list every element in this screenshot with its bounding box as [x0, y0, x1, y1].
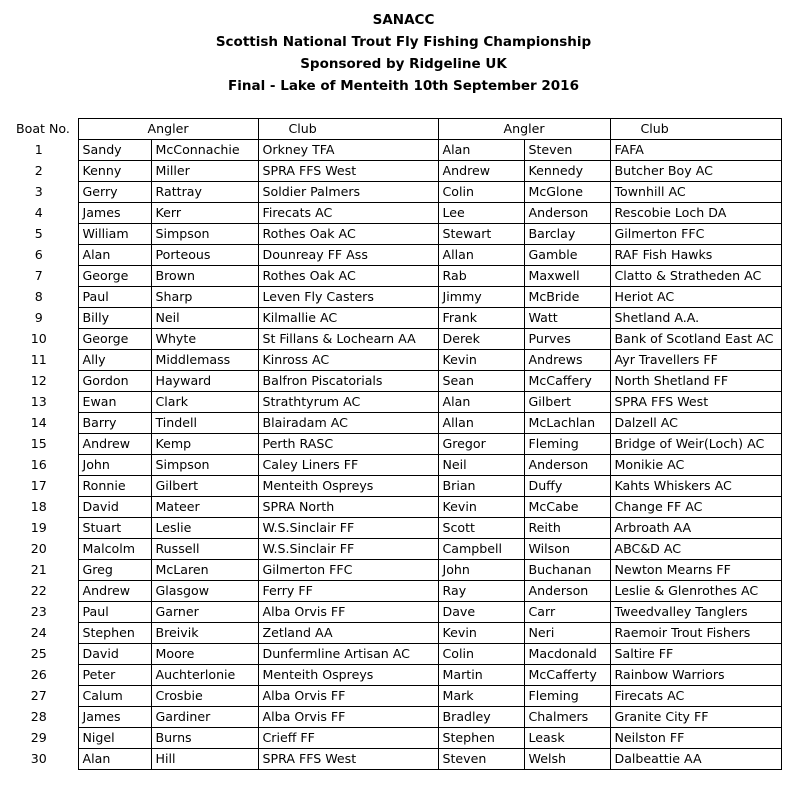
boat-number: 27: [30, 688, 47, 703]
angler-2-last-name: McGlone: [524, 182, 610, 203]
angler-1-club: Rothes Oak AC: [258, 266, 438, 287]
table-row: [0, 455, 781, 476]
boat-number: 2: [34, 163, 43, 178]
table-row: [0, 350, 781, 371]
angler-1-club: Menteith Ospreys: [258, 476, 438, 497]
table-row: [0, 266, 781, 287]
angler-2-club: Bank of Scotland East AC: [610, 329, 781, 350]
angler-1-last-name: Sharp: [151, 287, 258, 308]
angler-2-last-name: Fleming: [524, 434, 610, 455]
table-row: [0, 728, 781, 749]
angler-1-last-name: Brown: [151, 266, 258, 287]
angler-2-club: Bridge of Weir(Loch) AC: [610, 434, 781, 455]
angler-2-first-name: Scott: [438, 518, 524, 539]
table-row: [0, 623, 781, 644]
boat-number: 24: [30, 625, 47, 640]
angler-1-first-name: James: [78, 203, 151, 224]
angler-1-first-name: William: [78, 224, 151, 245]
angler-2-last-name: Gamble: [524, 245, 610, 266]
header-sponsor: Sponsored by Ridgeline UK: [300, 56, 507, 72]
table-row: [0, 476, 781, 497]
angler-1-last-name: Miller: [151, 161, 258, 182]
angler-2-first-name: Brian: [438, 476, 524, 497]
table-row: [0, 392, 781, 413]
angler-1-club: Leven Fly Casters: [258, 287, 438, 308]
angler-2-last-name: McCafferty: [524, 665, 610, 686]
angler-2-last-name: Anderson: [524, 455, 610, 476]
angler-1-last-name: Crosbie: [151, 686, 258, 707]
boat-number: 21: [30, 562, 47, 577]
boat-number: 5: [34, 226, 43, 241]
angler-2-first-name: Kevin: [438, 497, 524, 518]
angler-2-last-name: Duffy: [524, 476, 610, 497]
boat-number: 28: [30, 709, 47, 724]
angler-2-last-name: Watt: [524, 308, 610, 329]
angler-2-club: Saltire FF: [610, 644, 781, 665]
angler-1-first-name: Alan: [78, 749, 151, 770]
table-row: [0, 644, 781, 665]
boat-number: 13: [30, 394, 47, 409]
angler-2-club: Tweedvalley Tanglers: [610, 602, 781, 623]
angler-1-last-name: Kemp: [151, 434, 258, 455]
angler-1-club: Alba Orvis FF: [258, 686, 438, 707]
angler-1-club: Dounreay FF Ass: [258, 245, 438, 266]
angler-2-first-name: Mark: [438, 686, 524, 707]
angler-2-last-name: Carr: [524, 602, 610, 623]
angler-1-last-name: Simpson: [151, 224, 258, 245]
angler-1-first-name: Barry: [78, 413, 151, 434]
table-row: [0, 308, 781, 329]
document-header: [0, 9, 807, 97]
angler-1-club: Strathtyrum AC: [258, 392, 438, 413]
angler-2-first-name: Colin: [438, 644, 524, 665]
angler-1-club: Menteith Ospreys: [258, 665, 438, 686]
table-row: [0, 539, 781, 560]
angler-1-last-name: Gilbert: [151, 476, 258, 497]
boat-number: 16: [30, 457, 47, 472]
angler-2-first-name: John: [438, 560, 524, 581]
boat-number: 14: [30, 415, 47, 430]
angler-2-club: Arbroath AA: [610, 518, 781, 539]
angler-1-first-name: Alan: [78, 245, 151, 266]
angler-1-first-name: Greg: [78, 560, 151, 581]
angler-1-club: Orkney TFA: [258, 140, 438, 161]
angler-1-first-name: James: [78, 707, 151, 728]
table-row: [0, 371, 781, 392]
angler-2-club: Dalbeattie AA: [610, 749, 781, 770]
boat-number: 18: [30, 499, 47, 514]
angler-2-first-name: Alan: [438, 392, 524, 413]
header-boat-no: Boat No.: [16, 121, 70, 136]
angler-2-first-name: Andrew: [438, 161, 524, 182]
boat-number: 12: [30, 373, 47, 388]
angler-1-first-name: Gordon: [78, 371, 151, 392]
boat-number: 20: [30, 541, 47, 556]
table-row: [0, 287, 781, 308]
angler-1-last-name: Rattray: [151, 182, 258, 203]
angler-1-last-name: McConnachie: [151, 140, 258, 161]
angler-2-first-name: Frank: [438, 308, 524, 329]
angler-1-first-name: John: [78, 455, 151, 476]
angler-1-club: Balfron Piscatorials: [258, 371, 438, 392]
angler-2-first-name: Sean: [438, 371, 524, 392]
angler-2-first-name: Stephen: [438, 728, 524, 749]
table-row: [0, 560, 781, 581]
angler-2-last-name: Macdonald: [524, 644, 610, 665]
angler-2-first-name: Stewart: [438, 224, 524, 245]
angler-1-last-name: Hill: [151, 749, 258, 770]
table-row: [0, 224, 781, 245]
angler-1-last-name: Neil: [151, 308, 258, 329]
angler-2-first-name: Colin: [438, 182, 524, 203]
angler-1-club: SPRA North: [258, 497, 438, 518]
angler-1-club: Ferry FF: [258, 581, 438, 602]
table-row: [0, 413, 781, 434]
boat-number: 4: [34, 205, 43, 220]
angler-1-club: SPRA FFS West: [258, 749, 438, 770]
angler-1-last-name: Leslie: [151, 518, 258, 539]
angler-2-club: Monikie AC: [610, 455, 781, 476]
header-organisation: SANACC: [372, 12, 435, 28]
angler-1-last-name: Clark: [151, 392, 258, 413]
boat-number: 1: [34, 142, 43, 157]
angler-2-club: Newton Mearns FF: [610, 560, 781, 581]
angler-1-first-name: Sandy: [78, 140, 151, 161]
angler-2-club: ABC&D AC: [610, 539, 781, 560]
table-row: [0, 161, 781, 182]
angler-2-first-name: Jimmy: [438, 287, 524, 308]
angler-2-first-name: Campbell: [438, 539, 524, 560]
table-row: [0, 434, 781, 455]
angler-2-first-name: Kevin: [438, 623, 524, 644]
boat-number: 8: [34, 289, 43, 304]
angler-1-first-name: Andrew: [78, 581, 151, 602]
angler-1-first-name: Kenny: [78, 161, 151, 182]
angler-1-club: St Fillans & Lochearn AA: [258, 329, 438, 350]
angler-1-last-name: Porteous: [151, 245, 258, 266]
angler-1-club: Blairadam AC: [258, 413, 438, 434]
angler-1-first-name: Ally: [78, 350, 151, 371]
angler-2-first-name: Lee: [438, 203, 524, 224]
angler-1-club: W.S.Sinclair FF: [258, 539, 438, 560]
table-row: [0, 749, 781, 770]
angler-1-club: SPRA FFS West: [258, 161, 438, 182]
angler-2-last-name: Gilbert: [524, 392, 610, 413]
angler-1-first-name: Ewan: [78, 392, 151, 413]
header-championship: Scottish National Trout Fly Fishing Championship: [215, 34, 592, 50]
angler-2-club: Neilston FF: [610, 728, 781, 749]
angler-2-last-name: Reith: [524, 518, 610, 539]
angler-2-club: Ayr Travellers FF: [610, 350, 781, 371]
boat-number: 17: [30, 478, 47, 493]
header-angler-1: Angler: [78, 119, 258, 140]
angler-2-club: Townhill AC: [610, 182, 781, 203]
angler-1-last-name: Gardiner: [151, 707, 258, 728]
angler-1-last-name: Burns: [151, 728, 258, 749]
angler-2-first-name: Derek: [438, 329, 524, 350]
angler-2-first-name: Alan: [438, 140, 524, 161]
angler-2-last-name: Purves: [524, 329, 610, 350]
table-row: [0, 140, 781, 161]
table-row: [0, 329, 781, 350]
angler-1-first-name: Nigel: [78, 728, 151, 749]
angler-1-last-name: Auchterlonie: [151, 665, 258, 686]
angler-2-club: Raemoir Trout Fishers: [610, 623, 781, 644]
table-row: [0, 245, 781, 266]
angler-2-first-name: Rab: [438, 266, 524, 287]
table-row: [0, 581, 781, 602]
header-club-2: Club: [610, 119, 781, 140]
table-row: [0, 203, 781, 224]
header-angler-2: Angler: [438, 119, 610, 140]
angler-2-last-name: McBride: [524, 287, 610, 308]
boat-number: 10: [30, 331, 47, 346]
angler-1-club: Perth RASC: [258, 434, 438, 455]
boat-number: 15: [30, 436, 47, 451]
angler-1-last-name: Whyte: [151, 329, 258, 350]
boat-number: 11: [30, 352, 47, 367]
angler-1-first-name: David: [78, 497, 151, 518]
angler-1-last-name: Moore: [151, 644, 258, 665]
angler-1-club: Soldier Palmers: [258, 182, 438, 203]
angler-1-club: W.S.Sinclair FF: [258, 518, 438, 539]
angler-1-first-name: Malcolm: [78, 539, 151, 560]
boat-number: 19: [30, 520, 47, 535]
table-header-row: [0, 119, 781, 140]
angler-1-club: Dunfermline Artisan AC: [258, 644, 438, 665]
angler-1-club: Firecats AC: [258, 203, 438, 224]
angler-2-last-name: Welsh: [524, 749, 610, 770]
angler-1-club: Caley Liners FF: [258, 455, 438, 476]
boat-number: 3: [34, 184, 43, 199]
angler-2-last-name: McLachlan: [524, 413, 610, 434]
angler-2-last-name: Anderson: [524, 581, 610, 602]
angler-2-club: Rainbow Warriors: [610, 665, 781, 686]
boat-number: 29: [30, 730, 47, 745]
angler-1-last-name: Kerr: [151, 203, 258, 224]
boat-number: 22: [30, 583, 47, 598]
angler-2-last-name: Barclay: [524, 224, 610, 245]
angler-2-first-name: Kevin: [438, 350, 524, 371]
angler-1-first-name: George: [78, 266, 151, 287]
header-event: Final - Lake of Menteith 10th September 2016: [228, 78, 579, 94]
angler-2-last-name: Wilson: [524, 539, 610, 560]
angler-1-first-name: Paul: [78, 287, 151, 308]
angler-1-last-name: Russell: [151, 539, 258, 560]
angler-2-first-name: Bradley: [438, 707, 524, 728]
angler-1-first-name: David: [78, 644, 151, 665]
angler-1-club: Alba Orvis FF: [258, 602, 438, 623]
angler-2-last-name: Maxwell: [524, 266, 610, 287]
angler-2-club: Change FF AC: [610, 497, 781, 518]
table-row: [0, 686, 781, 707]
angler-1-club: Crieff FF: [258, 728, 438, 749]
angler-1-first-name: Ronnie: [78, 476, 151, 497]
angler-2-club: Gilmerton FFC: [610, 224, 781, 245]
angler-1-last-name: Mateer: [151, 497, 258, 518]
angler-2-first-name: Steven: [438, 749, 524, 770]
angler-2-club: SPRA FFS West: [610, 392, 781, 413]
angler-1-first-name: Calum: [78, 686, 151, 707]
angler-2-club: Butcher Boy AC: [610, 161, 781, 182]
angler-2-club: Dalzell AC: [610, 413, 781, 434]
angler-1-club: Kilmallie AC: [258, 308, 438, 329]
angler-1-first-name: George: [78, 329, 151, 350]
angler-2-club: RAF Fish Hawks: [610, 245, 781, 266]
angler-2-club: Leslie & Glenrothes AC: [610, 581, 781, 602]
angler-1-club: Rothes Oak AC: [258, 224, 438, 245]
boat-number: 23: [30, 604, 47, 619]
table-row: [0, 182, 781, 203]
angler-2-first-name: Ray: [438, 581, 524, 602]
boat-number: 30: [30, 751, 47, 766]
angler-2-last-name: Fleming: [524, 686, 610, 707]
angler-2-first-name: Neil: [438, 455, 524, 476]
angler-2-club: Firecats AC: [610, 686, 781, 707]
angler-1-last-name: Breivik: [151, 623, 258, 644]
angler-1-first-name: Andrew: [78, 434, 151, 455]
boat-number: 7: [34, 268, 43, 283]
angler-2-club: Clatto & Stratheden AC: [610, 266, 781, 287]
angler-2-club: Rescobie Loch DA: [610, 203, 781, 224]
table-row: [0, 707, 781, 728]
angler-2-last-name: McCabe: [524, 497, 610, 518]
angler-2-club: North Shetland FF: [610, 371, 781, 392]
angler-2-last-name: Buchanan: [524, 560, 610, 581]
angler-2-last-name: Steven: [524, 140, 610, 161]
boat-number: 26: [30, 667, 47, 682]
angler-1-last-name: Garner: [151, 602, 258, 623]
angler-1-last-name: Hayward: [151, 371, 258, 392]
angler-2-club: Kahts Whiskers AC: [610, 476, 781, 497]
angler-1-last-name: McLaren: [151, 560, 258, 581]
angler-2-last-name: Chalmers: [524, 707, 610, 728]
table-row: [0, 602, 781, 623]
angler-2-club: FAFA: [610, 140, 781, 161]
angler-2-first-name: Gregor: [438, 434, 524, 455]
angler-1-first-name: Paul: [78, 602, 151, 623]
angler-2-first-name: Allan: [438, 245, 524, 266]
angler-2-last-name: Anderson: [524, 203, 610, 224]
angler-1-first-name: Billy: [78, 308, 151, 329]
angler-2-last-name: Leask: [524, 728, 610, 749]
table-row: [0, 518, 781, 539]
table-row: [0, 497, 781, 518]
angler-2-first-name: Dave: [438, 602, 524, 623]
angler-1-last-name: Tindell: [151, 413, 258, 434]
table-row: [0, 665, 781, 686]
boat-draw-table: [0, 118, 782, 770]
angler-2-last-name: Andrews: [524, 350, 610, 371]
angler-1-first-name: Gerry: [78, 182, 151, 203]
angler-1-first-name: Peter: [78, 665, 151, 686]
angler-1-club: Alba Orvis FF: [258, 707, 438, 728]
boat-number: 9: [34, 310, 43, 325]
angler-1-club: Kinross AC: [258, 350, 438, 371]
angler-1-first-name: Stephen: [78, 623, 151, 644]
boat-number: 6: [34, 247, 43, 262]
angler-2-first-name: Allan: [438, 413, 524, 434]
header-club-1: Club: [258, 119, 438, 140]
angler-1-first-name: Stuart: [78, 518, 151, 539]
angler-1-last-name: Middlemass: [151, 350, 258, 371]
angler-1-club: Zetland AA: [258, 623, 438, 644]
angler-2-last-name: Kennedy: [524, 161, 610, 182]
angler-1-last-name: Simpson: [151, 455, 258, 476]
angler-2-club: Shetland A.A.: [610, 308, 781, 329]
angler-2-last-name: McCaffery: [524, 371, 610, 392]
angler-1-club: Gilmerton FFC: [258, 560, 438, 581]
angler-1-last-name: Glasgow: [151, 581, 258, 602]
angler-2-last-name: Neri: [524, 623, 610, 644]
boat-number: 25: [30, 646, 47, 661]
angler-2-club: Heriot AC: [610, 287, 781, 308]
angler-2-club: Granite City FF: [610, 707, 781, 728]
angler-2-first-name: Martin: [438, 665, 524, 686]
